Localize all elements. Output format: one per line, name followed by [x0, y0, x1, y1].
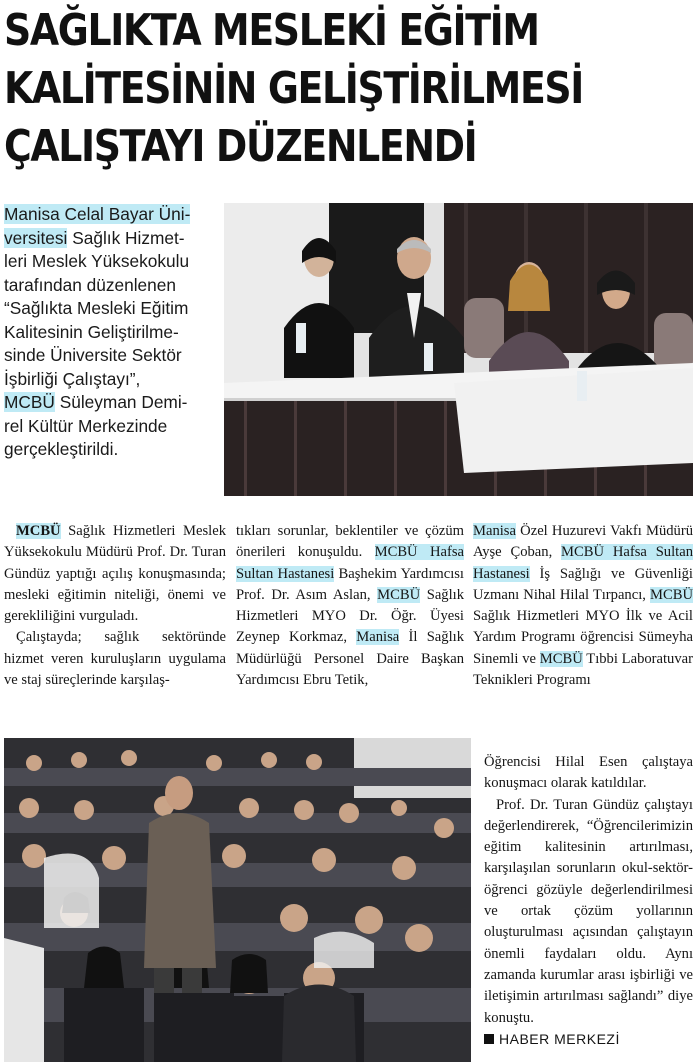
paragraph-text: Sağlık Hizmetleri MYO İlk ve Acil Yardım Programı öğrencisi Sümeyha Sinemli ve: [473, 608, 693, 667]
highlight-manisa: Manisa: [356, 629, 400, 646]
highlight-hospital: MCBÜ Hafsa Sultan Hastanesi: [236, 544, 464, 582]
lead-text: İşbirliği Çalıştayı”,: [4, 368, 141, 389]
lead-text: sinde Üniversite Sektör: [4, 345, 182, 365]
headline: [4, 2, 597, 176]
headline-line-1: SAĞLIKTA MESLEKİ EĞİTİM: [4, 5, 539, 56]
paragraph-text: Sağlık Hizmetleri Meslek Yüksekokulu Müdürü Prof. Dr. Turan Gündüz yaptığı açılış konuşmasında; mesleki eğitimin niteliği, önemi ve gerekliliğini vurguladı.: [4, 523, 226, 625]
highlight-mcbu: MCBÜ: [16, 523, 61, 539]
paragraph: Çalıştayda; sağlık sektöründe hizmet veren kuruluşların uygulama ve staj süreçlerinde karşılaş-: [4, 629, 226, 689]
lead-text: Süleyman Demi-: [54, 392, 188, 412]
lead-text: rel Kültür Merkezinde: [4, 415, 168, 436]
highlight-university-cont: versitesi: [4, 227, 68, 248]
column-1: [4, 521, 226, 691]
headline-line-3: ÇALIŞTAYI DÜZENLENDİ: [4, 121, 477, 172]
column-3-continued: [484, 752, 693, 1050]
lead-paragraph: [4, 203, 226, 462]
highlight-manisa: Manisa: [473, 523, 516, 539]
lead-text: “Sağlıkta Mesleki Eğitim: [4, 298, 189, 318]
lead-text: tarafından düzenlenen: [4, 274, 176, 295]
paragraph-text: Başhekim Yardımcısı Prof. Dr. Asım Aslan,: [236, 565, 464, 603]
signature-text: HABER MERKEZİ: [499, 1030, 620, 1047]
paragraph: [4, 521, 226, 627]
paragraph: [236, 521, 464, 691]
signature: [484, 1029, 693, 1050]
paragraph-text: Özel Huzurevi Vakfı Müdürü Ayşe Çoban,: [473, 523, 693, 561]
highlight-hospital: MCBÜ Hafsa Sultan Hastanesi: [473, 544, 693, 582]
paragraph-text: İş Sağlığı ve Güvenliği Uzmanı Nihal Hilal Tırpancı,: [473, 565, 693, 603]
lead-text: leri Meslek Yüksekokulu: [4, 251, 190, 271]
headline-line-2: KALİTESİNİN GELİŞTİRİLMESİ: [4, 63, 584, 114]
audience-photo: [4, 738, 471, 1062]
paragraph-text: tıkları sorunlar, beklentiler ve çözüm önerileri konuşuldu.: [236, 523, 464, 561]
column-3: [473, 521, 693, 691]
highlight-university: Manisa Celal Bayar Üni-: [4, 204, 191, 224]
highlight-mcbu: MCBÜ: [377, 586, 421, 603]
lead-text: Sağlık Hizmet-: [67, 227, 185, 248]
paragraph-quote: Prof. Dr. Turan Gündüz çalıştayı değerlendirerek, “Öğrencilerimizin eğitim kalitesinin artırılması, karşılaşılan sorunların okul-sektör-öğrenci gözüyle değerlendirilmesi ve ortak çözüm yollarının oluşturulması açısından çalıştayın önemli faydaları oldu. Aynı zamanda kurumlar arası işbirliği ve iletişimin artırılması sağlandı” diye konuştu.: [484, 796, 693, 1026]
paragraph: Öğrencisi Hilal Esen çalıştaya konuşmacı olarak katıldılar.: [484, 754, 693, 792]
audience-photo-image: [4, 738, 471, 1062]
paragraph-text: Sağlık Hizmetleri MYO Dr. Öğr. Üyesi Zeynep Korkmaz,: [236, 586, 465, 646]
paragraph: [473, 521, 693, 691]
square-icon: [484, 1034, 494, 1044]
highlight-mcbu: MCBÜ: [539, 650, 583, 667]
paragraph-text: İl Sağlık Müdürlüğü Personel Daire Başkan Yardımcısı Ebru Tetik,: [236, 629, 464, 689]
lead-text: gerçekleştirildi.: [4, 439, 119, 459]
paragraph-text: Tıbbi Laboratuvar Teknikleri Programı: [473, 650, 693, 689]
panel-photo: [224, 203, 693, 496]
panel-photo-image: [224, 203, 693, 496]
lead-text: Kalitesinin Geliştirilme-: [4, 321, 179, 342]
highlight-mcbu: MCBÜ: [4, 392, 55, 412]
highlight-mcbu: MCBÜ: [650, 586, 693, 603]
column-2: [236, 521, 464, 691]
